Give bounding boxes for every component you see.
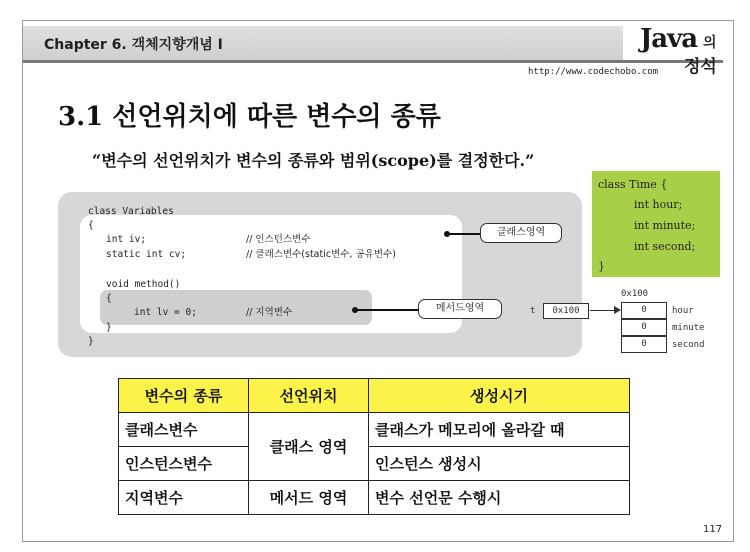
logo-subtitle: 정석 [684, 57, 717, 77]
code-line-cv: static int cv; [106, 249, 187, 260]
table-header-row [119, 379, 630, 413]
chapter-title: Chapter 6. 객체지향개념 I [44, 37, 223, 53]
cell-kind: 클래스변수 [119, 413, 249, 447]
method-area-label: 메서드영역 [418, 299, 502, 319]
code-line-iv: int iv; [106, 234, 147, 245]
header-creation: 생성시기 [369, 379, 630, 413]
cell-location: 메서드 영역 [249, 481, 369, 515]
object-address: 0x100 [621, 289, 649, 299]
code-class-decl: class Variables [88, 206, 174, 217]
class-area-label: 클래스영역 [480, 223, 562, 243]
ref-arrow-head-icon [614, 306, 621, 314]
code-method-open: { [106, 293, 112, 304]
field-hour-value: 0 [621, 302, 667, 319]
code-line-lv: int lv = 0; [134, 307, 197, 318]
cell-creation: 클래스가 메모리에 올라갈 때 [369, 413, 630, 447]
ref-var-value: 0x100 [543, 303, 589, 319]
time-class-line-1: class Time { [598, 178, 668, 191]
comment-iv: // 인스턴스변수 [246, 234, 311, 245]
cell-kind: 지역변수 [119, 481, 249, 515]
field-second-value: 0 [621, 336, 667, 353]
code-close-brace: } [88, 336, 94, 347]
header-rule [23, 60, 723, 63]
field-minute-value: 0 [621, 319, 667, 336]
variable-types-table [118, 378, 630, 515]
comment-lv: // 지역변수 [246, 307, 293, 318]
ref-arrow-line [590, 310, 616, 311]
time-class-line-2: int hour; [634, 198, 683, 211]
field-hour-name: hour [672, 306, 694, 316]
table-row [119, 413, 630, 447]
time-class-line-4: int second; [634, 240, 696, 253]
cell-creation: 인스턴스 생성시 [369, 447, 630, 481]
cell-kind: 인스턴스변수 [119, 447, 249, 481]
header-kind: 변수의 종류 [119, 379, 249, 413]
ref-var-name: t [530, 306, 536, 316]
method-area-pointer-line [356, 309, 418, 311]
field-second-name: second [672, 340, 705, 350]
comment-cv: // 클래스변수(static변수, 공유변수) [246, 249, 396, 260]
page-title: 3.1 선언위치에 따른 변수의 종류 [58, 102, 441, 132]
time-class-line-3: int minute; [634, 219, 696, 232]
cell-creation: 변수 선언문 수행시 [369, 481, 630, 515]
code-method-close: } [106, 322, 112, 333]
table-row [119, 481, 630, 515]
time-class-line-5: } [598, 260, 605, 273]
logo-java: Java [640, 24, 698, 54]
field-minute-name: minute [672, 323, 705, 333]
quote-text: “변수의 선언위치가 변수의 종류와 범위(scope)를 결정한다.” [92, 151, 535, 170]
logo-ui: 의 [703, 35, 717, 51]
table-row [119, 447, 630, 481]
class-area-pointer-line [448, 233, 480, 235]
code-open-brace: { [88, 220, 94, 231]
header-location: 선언위치 [249, 379, 369, 413]
page-number: 117 [703, 524, 723, 535]
site-url: http://www.codechobo.com [528, 67, 659, 77]
cell-location: 클래스 영역 [249, 413, 369, 481]
code-method-decl: void method() [106, 279, 181, 290]
